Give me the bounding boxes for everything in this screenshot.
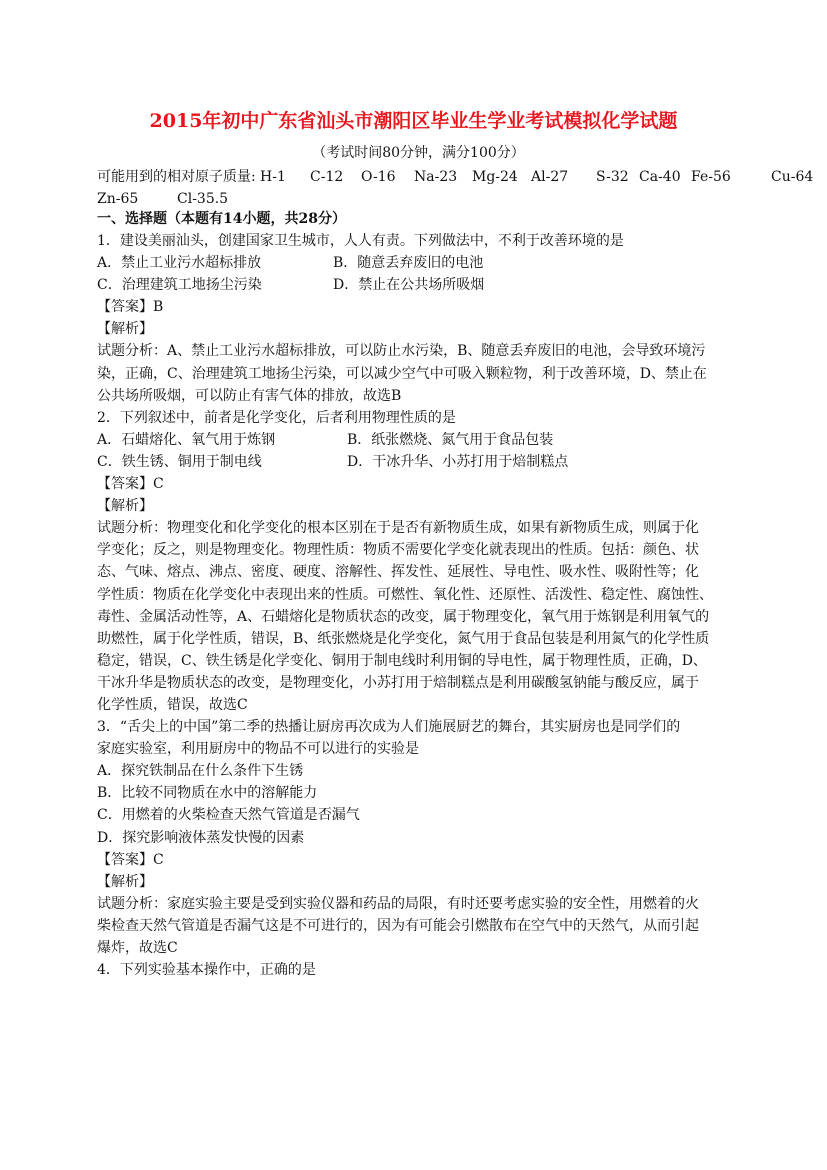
atomic-mass-label: 可能用到的相对原子质量:	[97, 169, 256, 185]
option-c: C．治理建筑工地扬尘污染	[97, 277, 262, 294]
atomic-mass-item: Zn-65	[97, 191, 139, 207]
answer: 【答案】C	[97, 476, 164, 493]
analysis-line: 稳定，错误，C、铁生锈是化学变化、铜用于制电线时利用铜的导电性，属于物理性质，正确，D、	[97, 652, 707, 669]
analysis-line: 试题分析：物理变化和化学变化的根本区别在于是否有新物质生成，如果有新物质生成，则属于化	[97, 520, 699, 537]
atomic-mass-item: Mg-24	[472, 169, 518, 185]
atomic-mass-item: C-12	[310, 169, 344, 185]
analysis-line: 助燃性，属于化学性质，错误，B、纸张燃烧是化学变化，氮气用于食品包装是利用氮气的化学性质	[97, 630, 710, 647]
question-4-stem: 4．下列实验基本操作中，正确的是	[97, 962, 316, 979]
option-b: B．纸张燃烧、氮气用于食品包装	[347, 431, 554, 448]
answer: 【答案】C	[97, 851, 164, 868]
atomic-mass-item: H-1	[260, 169, 286, 185]
section-heading: 一、选择题（本题有14小题，共28分）	[97, 211, 346, 227]
option-b: B．随意丢弃废旧的电池	[333, 255, 484, 272]
option-c: C．铁生锈、铜用于制电线	[97, 453, 262, 470]
option-b: B．比较不同物质在水中的溶解能力	[97, 785, 318, 802]
analysis-line: 毒性、金属活动性等，A、石蜡熔化是物质状态的改变，属于物理变化，氧气用于炼钢是利用氧气的	[97, 608, 710, 625]
analysis-label: 【解析】	[97, 321, 153, 338]
atomic-mass-item: Cl-35.5	[177, 191, 229, 207]
option-a: A．禁止工业污水超标排放	[97, 255, 262, 272]
atomic-mass-item: Al-27	[531, 169, 569, 185]
analysis-line: 公共场所吸烟，可以防止有害气体的排放，故选B	[97, 387, 402, 404]
exam-info: （考试时间80分钟，满分100分）	[312, 145, 525, 161]
option-a: A．石蜡熔化、氧气用于炼钢	[97, 431, 276, 448]
analysis-line: 学变化；反之，则是物理变化。物理性质：物质不需要化学变化就表现出的性质。包括：颜色、状	[97, 542, 699, 559]
document-title: 2015年初中广东省汕头市潮阳区毕业生学业考试模拟化学试题	[149, 110, 678, 132]
option-row	[97, 429, 713, 451]
option-row	[97, 451, 713, 473]
analysis-label: 【解析】	[97, 873, 153, 890]
option-c: C．用燃着的火柴检查天然气管道是否漏气	[97, 807, 360, 824]
analysis-line: 试题分析：A、禁止工业污水超标排放，可以防止水污染，B、随意丢弃废旧的电池，会导致环境污	[97, 343, 706, 360]
question-body	[97, 230, 713, 981]
option-d: D．禁止在公共场所吸烟	[333, 277, 485, 294]
analysis-line: 态、气味、熔点、沸点、密度、硬度、溶解性、挥发性、延展性、导电性、吸水性、吸附性等；化	[97, 564, 699, 581]
atomic-mass-line-2	[97, 188, 397, 210]
atomic-mass-item: Cu-64	[771, 169, 814, 185]
analysis-label: 【解析】	[97, 498, 153, 515]
analysis-line: 爆炸，故选C	[97, 940, 178, 956]
analysis-line: 试题分析：家庭实验主要是受到实验仪器和药品的局限，有时还要考虑实验的安全性，用燃着的火	[97, 895, 699, 912]
atomic-mass-line	[97, 166, 814, 188]
atomic-mass-item: S-32	[596, 169, 629, 185]
option-row	[97, 252, 713, 274]
analysis-line: 染，正确，C、治理建筑工地扬尘污染，可以减少空气中可吸入颗粒物，利于改善环境，D、禁止在	[97, 365, 707, 382]
question-2-stem: 2．下列叙述中，前者是化学变化，后者利用物理性质的是	[97, 409, 456, 426]
analysis-line: 学性质：物质在化学变化中表现出来的性质。可燃性、氧化性、还原性、活泼性、稳定性、腐蚀性、	[97, 586, 713, 603]
option-d: D．干冰升华、小苏打用于焙制糕点	[347, 453, 569, 470]
option-d: D．探究影响液体蒸发快慢的因素	[97, 829, 305, 846]
atomic-mass-item: Fe-56	[691, 169, 731, 185]
analysis-line: 化学性质，错误，故选C	[97, 696, 248, 713]
analysis-line: 柴检查天然气管道是否漏气这是不可进行的，因为有可能会引燃散布在空气中的天然气，从而引起	[97, 917, 699, 934]
question-1-stem: 1．建设美丽汕头，创建国家卫生城市，人人有责。下列做法中，不利于改善环境的是	[97, 233, 624, 249]
analysis-line: 干冰升华是物质状态的改变，是物理变化，小苏打用于焙制糕点是利用碳酸氢钠能与酸反应，属于	[97, 674, 699, 691]
option-a: A．探究铁制品在什么条件下生锈	[97, 763, 304, 780]
atomic-mass-item: Ca-40	[639, 169, 681, 185]
atomic-mass-item: Na-23	[414, 169, 458, 185]
question-3-stem: 家庭实验室，利用厨房中的物品不可以进行的实验是	[97, 741, 419, 758]
question-3-stem: 3．“舌尖上的中国”第二季的热播让厨房再次成为人们施展厨艺的舞台，其实厨房也是同学们的	[97, 719, 681, 736]
option-row	[97, 274, 713, 296]
answer: 【答案】B	[97, 299, 164, 316]
atomic-mass-item: O-16	[361, 169, 396, 185]
